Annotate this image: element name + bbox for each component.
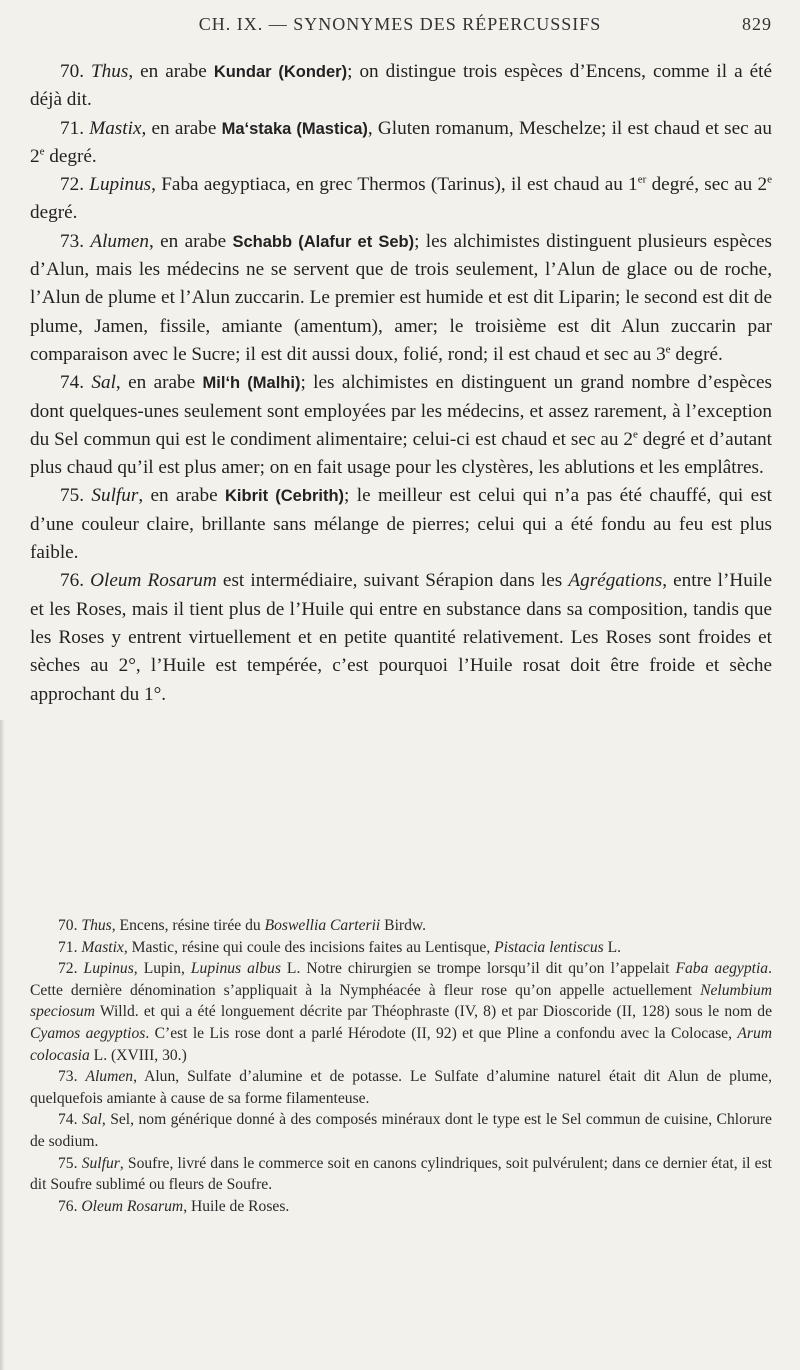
footnote-text: Willd. et qui a été longuement décrite par Théophraste (IV, 8) et par Dioscoride (II, 128) sous le nom de xyxy=(94,1003,772,1021)
footnote-term: Alumen xyxy=(85,1068,134,1086)
entry-text: , en arabe xyxy=(138,485,225,507)
main-text xyxy=(30,58,772,709)
entry-term: Oleum Rosarum xyxy=(90,570,217,592)
arabic-name: Schabb (Alafur et Seb) xyxy=(232,232,415,251)
footnote-73 xyxy=(30,1066,772,1109)
entry-term: Alumen xyxy=(90,230,149,252)
entry-term: Sulfur xyxy=(91,485,139,507)
entry-73 xyxy=(30,228,772,369)
entry-number: 74. xyxy=(60,372,84,394)
entry-text: degré, sec au 2 xyxy=(646,174,768,196)
footnote-text: , Soufre, livré dans le commerce soit en canons cylindriques, soit pulvérulent; dans ce dernier état, il est dit Soufre sublimé ou fleurs de Soufre. xyxy=(30,1154,772,1194)
entry-number: 75. xyxy=(60,485,84,507)
entry-number: 73. xyxy=(60,230,84,252)
entry-71 xyxy=(30,115,772,172)
entry-text: degré. xyxy=(30,202,78,224)
scientific-name: Faba aegyptia xyxy=(675,960,769,978)
footnote-text: L. (XVIII, 30.) xyxy=(89,1046,187,1064)
footnote-70 xyxy=(30,915,772,937)
footnote-text: , Mastic, résine qui coule des incisions faites au Lentisque, xyxy=(123,938,495,956)
footnotes xyxy=(30,915,772,1217)
entry-text: ; on distingue trois espèces d’Encens, comme il a été déjà dit. xyxy=(30,61,772,111)
work-title: Agrégations xyxy=(568,570,663,592)
footnote-text: L. xyxy=(603,938,622,956)
page-number: 829 xyxy=(742,14,772,34)
footnote-number: 75. xyxy=(58,1154,78,1172)
scientific-name: Lupinus albus xyxy=(190,960,281,978)
superscript: e xyxy=(665,343,671,356)
entry-text: , Gluten romanum, Meschelze; il est chaud et sec au 2 xyxy=(30,117,773,167)
arabic-name: Kibrit (Cebrith) xyxy=(225,487,345,506)
entry-number: 76. xyxy=(60,570,84,592)
entry-text: degré. xyxy=(670,343,723,365)
entry-text: degré et d’autant plus chaud qu’il est plus amer; on en fait usage pour les clystères, les ablutions et les emplâtres. xyxy=(30,428,773,479)
arabic-name: Ma‘staka (Mastica) xyxy=(221,119,368,138)
footnote-text: L. Notre chirurgien se trompe lorsqu’il dit qu’on l’appelait xyxy=(280,960,676,978)
footnote-75 xyxy=(30,1153,772,1196)
footnote-term: Mastix xyxy=(81,938,124,956)
footnote-74 xyxy=(30,1109,772,1152)
entry-text: , Faba aegyptiaca, en grec Thermos (Tarinus), il est chaud au 1 xyxy=(151,174,638,196)
footnote-text: . Cette dernière dénomination s’appliquait à la Nymphéacée à fleur rose qu’on appelle actuellement xyxy=(30,960,773,999)
scientific-name: Boswellia Carterii xyxy=(264,917,381,934)
footnote-text: , Sel, nom générique donné à des composés minéraux dont le type est le Sel commun de cuisine, Chlorure de sodium. xyxy=(30,1111,772,1150)
scientific-name: Cyamos aegyptios xyxy=(30,1024,146,1042)
scientific-name: Pistacia lentiscus xyxy=(494,938,604,956)
entry-term: Mastix xyxy=(89,117,142,139)
entry-text: ; les alchimistes distinguent plusieurs espèces d’Alun, mais les médecins ne se servent que de trois seulement, l’Alun de glace ou de roche, l’Alun de plume et l’Alun zuccarin. Le premier est humide et est dit Liparin; le second est dit de plume, Jamen, fissile, amiante (amentum), amer; le troisième est dit Alun zuccarin par comparaison avec le Sucre; il est dit aussi doux, folié, rond; il est chaud et sec au 3 xyxy=(30,230,773,365)
scientific-name: Arum colocasia xyxy=(30,1024,772,1064)
superscript: e xyxy=(767,173,772,186)
entry-75 xyxy=(30,482,772,567)
footnote-76 xyxy=(30,1196,772,1218)
chapter-title: CH. IX. — SYNONYMES DES RÉPERCUSSIFS xyxy=(198,14,602,34)
footnote-text: , Alun, Sulfate d’alumine et de potasse. Le Sulfate d’alumine naturel était dit Alun de plume, quelquefois amiante à cause de sa forme filamenteuse. xyxy=(30,1068,772,1107)
entry-text: , en arabe xyxy=(128,61,214,82)
scientific-name: Nelumbium speciosum xyxy=(30,981,772,1021)
footnote-term: Thus xyxy=(81,917,112,934)
entry-76 xyxy=(30,567,772,708)
entry-number: 71. xyxy=(60,117,84,139)
entry-70 xyxy=(30,58,772,115)
footnote-text: , Lupin, xyxy=(133,960,191,978)
arabic-name: Kundar (Konder) xyxy=(213,63,348,81)
entry-text: est intermédiaire, suivant Sérapion dans les xyxy=(216,570,569,592)
entry-text: ; les alchimistes en distinguent un grand nombre d’espèces dont quelques-unes seulement sont employées par les médecins, et assez rarement, à l’exception du Sel commun qui est le condiment alimentaire; celui-ci est chaud et sec au 2 xyxy=(30,372,772,450)
running-header xyxy=(0,14,800,40)
footnote-term: Sal xyxy=(81,1111,102,1129)
superscript: e xyxy=(632,428,638,441)
footnote-number: 70. xyxy=(58,917,78,934)
footnote-term: Lupinus xyxy=(83,960,134,978)
footnote-number: 72. xyxy=(58,960,78,978)
entry-text: , en arabe xyxy=(141,117,222,139)
footnote-number: 76. xyxy=(58,1197,78,1215)
footnote-text: , Encens, résine tirée du xyxy=(111,917,265,934)
superscript: e xyxy=(39,145,45,158)
entry-term: Sal xyxy=(91,372,116,394)
superscript: er xyxy=(637,173,647,186)
entry-text: , en arabe xyxy=(148,230,233,252)
page-binding-shadow xyxy=(0,720,5,1370)
footnote-71 xyxy=(30,937,772,959)
footnote-text: Birdw. xyxy=(380,917,427,934)
entry-number: 70. xyxy=(60,61,84,82)
entry-term: Thus xyxy=(91,61,129,82)
footnote-number: 73. xyxy=(58,1068,78,1086)
footnote-text: . C’est le Lis rose dont a parlé Hérodote (II, 92) et que Pline a confondu avec la Colocase, xyxy=(145,1024,738,1042)
entry-term: Lupinus xyxy=(89,174,152,196)
entry-72 xyxy=(30,171,772,228)
footnote-text: , Huile de Roses. xyxy=(183,1197,290,1215)
entry-number: 72. xyxy=(60,174,84,196)
entry-74 xyxy=(30,369,772,482)
arabic-name: Mil‘h (Malhi) xyxy=(202,374,301,393)
footnote-number: 74. xyxy=(58,1111,78,1129)
entry-text: degré. xyxy=(44,145,97,167)
footnote-number: 71. xyxy=(58,938,78,956)
footnote-term: Oleum Rosarum xyxy=(81,1197,184,1215)
footnote-term: Sulfur xyxy=(81,1154,120,1172)
entry-text: , en arabe xyxy=(115,372,203,394)
entry-text: , entre l’Huile et les Roses, mais il tient plus de l’Huile qui entre en substance dans sa composition, tandis que les Roses y entrent virtuellement et en petite quantité relativement. Les Roses sont froides et sèches au 2°, l’Huile est tempérée, c’est pourquoi l’Huile rosat doit être froide et sèche approchant du 1°. xyxy=(30,570,773,705)
entry-text: ; le meilleur est celui qui n’a pas été chauffé, qui est d’une couleur claire, brillante sans mélange de pierres; celui qui a été fondu au feu est plus faible. xyxy=(30,485,772,564)
footnote-72 xyxy=(30,958,772,1066)
